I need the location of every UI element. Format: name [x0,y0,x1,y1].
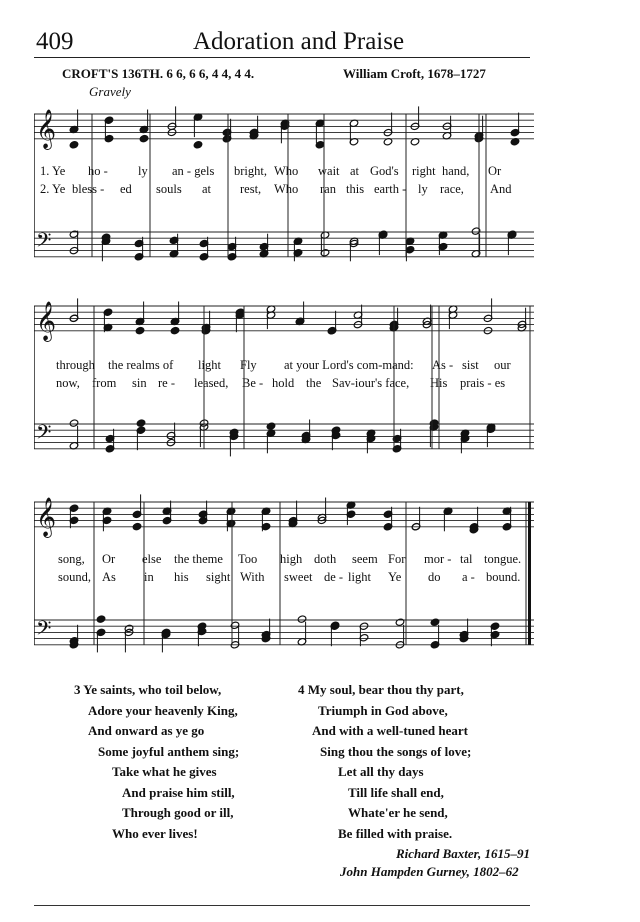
composer: William Croft, 1678–1727 [343,66,486,81]
note-head [136,419,146,427]
tempo-marking: Gravely [89,84,131,99]
note-head [69,141,79,149]
treble-clef-icon: 𝄞 [36,497,57,538]
note-head [132,522,142,530]
note-head [193,141,203,149]
header-rule [34,57,530,58]
note-head [96,615,106,623]
footer-rule [34,905,530,906]
bass-clef-icon: 𝄢 [36,616,52,645]
lyrics-verse-2: now, from sin re - leased, Be - hold the Sav-iour's face, His prais - es [56,376,506,390]
note-head [135,326,145,334]
note-head [170,326,180,334]
lyrics-verse-2: 2. Ye bless - ed souls at rest, Who ran this earth - ly race, And [40,182,512,196]
bass-clef-icon: 𝄢 [36,420,52,449]
note-head [139,134,149,142]
bass-clef-icon: 𝄢 [36,228,52,257]
lyrics-verse-2: sound, As in his sight With sweet de - light Ye do a - bound. [58,570,521,584]
lyrics-verse-1: song, Or else the theme Too high doth seem For mor - tal tongue. [58,552,522,566]
note-head [327,326,337,334]
reviser-credit: John Hampden Gurney, 1802–62 [340,864,519,879]
lyrics-verse-1: 1. Ye ho - ly an - gels bright, Who wait at God's right hand, Or [40,164,502,178]
stanza-3: 3 Ye saints, who toil below, Adore your heavenly King, And onward as ye go Some joyful anthem sing; Take what he gives And praise him still, Through good or ill, Who ever lives! [74,682,240,841]
treble-clef-icon: 𝄞 [36,301,57,342]
lyrics-verse-1: through the realms of light Fly at your Lord's com-mand: As - sist our [56,358,511,372]
note-head [266,422,276,430]
page-number: 409 [36,28,74,55]
stanza-4: 4 My soul, bear thou thy part, Triumph in God above, And with a well-tuned heart Sing thou the songs of love; Let all thy days Till life shall end, Whate'er he send, Be filled with praise. [298,682,472,841]
author-credit: Richard Baxter, 1615–91 [396,846,530,861]
section-title: Adoration and Praise [193,28,405,55]
tune-name: CROFT'S 136TH. 6 6, 6 6, 4 4, 4 4. [62,66,255,81]
treble-clef-icon: 𝄞 [36,109,57,150]
